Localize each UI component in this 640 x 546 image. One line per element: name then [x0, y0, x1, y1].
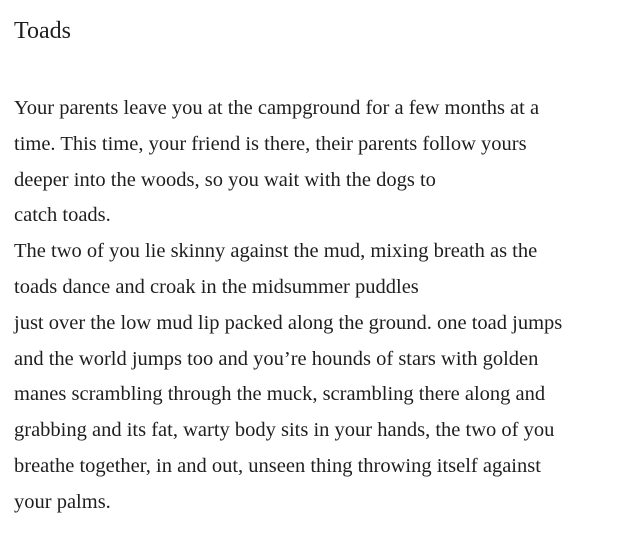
- poem-line: manes scrambling through the muck, scrambling there along and: [14, 383, 546, 406]
- poem-line: The two of you lie skinny against the mud, mixing breath as the: [14, 240, 538, 263]
- poem-page: [14, 14, 630, 521]
- poem-line: and the world jumps too and you’re hounds of stars with golden: [14, 347, 539, 370]
- poem-line: just over the low mud lip packed along the ground. one toad jumps: [14, 311, 563, 334]
- poem-body: [14, 91, 630, 521]
- poem-line: catch toads.: [14, 204, 111, 227]
- poem-title: Toads: [14, 18, 71, 44]
- poem-line: Your parents leave you at the campground for a few months at a: [14, 97, 540, 119]
- poem-line: toads dance and croak in the midsummer puddles: [14, 275, 419, 298]
- poem-line: deeper into the woods, so you wait with the dogs to: [14, 168, 436, 191]
- poem-line: grabbing and its fat, warty body sits in your hands, the two of you: [14, 419, 555, 442]
- poem-line: time. This time, your friend is there, their parents follow yours: [14, 132, 527, 155]
- poem-line: your palms.: [14, 490, 111, 513]
- poem-line: breathe together, in and out, unseen thing throwing itself against: [14, 454, 541, 477]
